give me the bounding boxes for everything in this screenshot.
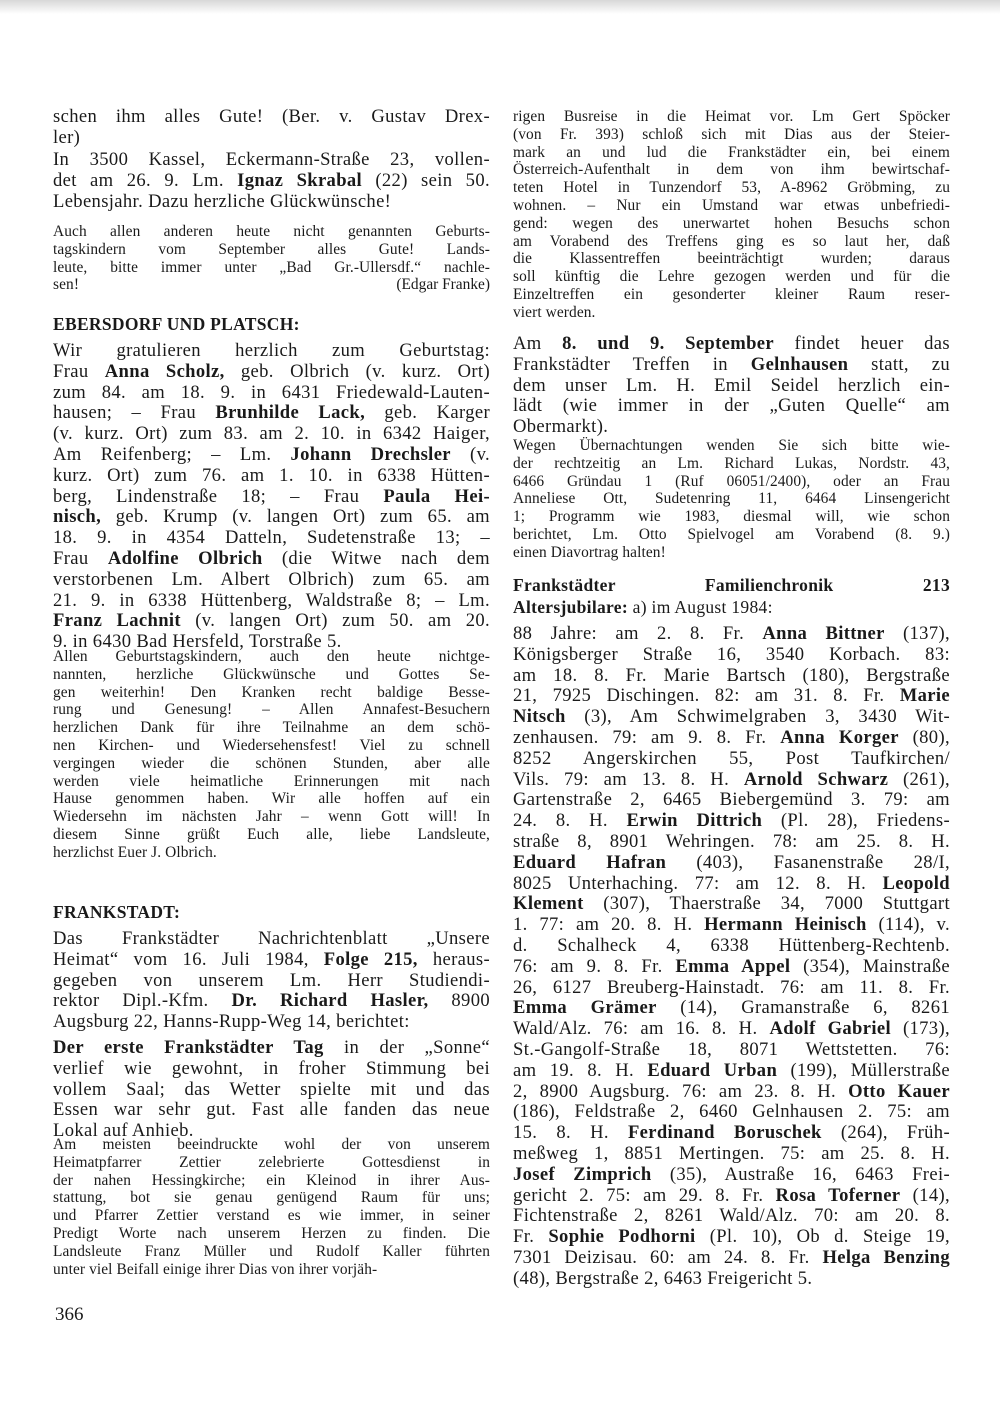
bold-name: Dr. Richard Hasler, [231,990,429,1012]
text-run: (3), Am Schwimelgraben 3, 3430 Wit- [565,706,950,728]
text-run: Wir gratulieren herzlich zum Geburtstag: [53,340,490,361]
text-line [53,192,490,213]
text-run: geb. Karger [365,402,490,424]
bold-name: 8. und 9. September [562,333,775,354]
text-run: zenhausen. 79: am 9. 8. Fr. [513,726,781,748]
text-run: gend: wegen des unerwartet hohen Besuchs schon [513,214,950,232]
text-line [513,624,950,645]
text-run: am Vorabend des Treffens ging es so laut her, daß [513,232,950,250]
bold-name: Helga Benzing [822,1246,951,1268]
text-run: 1; Programm wie 1983, diesmal will, wie schon [513,508,950,526]
bold-name: nisch, [53,506,102,528]
scan-edge [0,0,1000,14]
paragraph-franke [53,223,490,294]
text-run: Gartenstraße 2, 6465 Biebergemünd 3. 79: am [513,789,950,811]
paragraph-treffen [513,334,950,438]
text-run: Am meisten beeindruckte wohl der von unserem [53,1136,490,1153]
page-number: 366 [55,1304,84,1325]
text-line [53,1189,490,1207]
text-run: 6466 Gründau 1 (Ruf 06051/2400), oder an Frau [513,472,950,490]
text-line [513,998,950,1019]
text-run: Fichtenstraße 2, 8261 Wald/Alz. 70: am 20. 8. [513,1205,950,1227]
bold-name: Ignaz Skrabal [237,169,363,191]
heading-familienchronik [513,574,950,618]
text-line [53,648,490,666]
text-run: Predigt Worte nach unserem Herzen zu finden. Die [53,1224,490,1242]
text-run: 18. 9. in 4354 Datteln, Sudetenstraße 13; – [53,527,490,549]
signature-franke: (Edgar Franke) [396,276,490,294]
text-line [53,223,490,241]
text-line [53,1261,490,1279]
text-run: In 3500 Kassel, Eckermann-Straße 23, vollen- [53,149,490,170]
text-line [513,853,950,874]
text-run: zum 84. am 18. 9. in 6431 Friedewald-Lauten- [53,381,490,403]
text-run: der nahen Hessingkirche; ein Kleinod in ihrer Aus- [53,1171,490,1189]
text-line [513,574,950,596]
text-run: kurz. Ort) zum 76. am 1. 10. in 6338 Hütten- [53,464,490,486]
bold-name: Gelnhausen [750,353,849,375]
bold-name: Adolf Gabriel [769,1018,891,1040]
text-line [53,507,490,528]
text-run: der rechtzeitig an Lm. Richard Lukas, Nordstr. 43, [513,454,950,472]
text-line [53,790,490,808]
bold-name: Franz Lachnit [53,610,181,632]
text-line [53,737,490,755]
text-line [513,596,950,618]
text-line [513,437,950,455]
text-line [513,1102,950,1123]
text-run: Frau [53,547,108,569]
bold-name: Erwin Dittrich [626,810,763,832]
text-line [53,466,490,487]
text-run: Das Frankstädter Nachrichtenblatt „Unsere [53,928,490,949]
bold-name: Johann Drechsler [290,443,451,465]
text-run: (48), Bergstraße 2, 6463 Freigericht 5. [513,1267,813,1289]
text-line [53,971,490,992]
text-line [53,403,490,424]
text-run: 24. 8. H. [513,810,627,832]
text-run: (137), [884,623,950,644]
text-line [53,755,490,773]
text-line [513,286,950,304]
text-run: Obermarkt). [513,416,609,438]
heading-ebersdorf [53,313,490,335]
text-run: 8900 [428,990,490,1012]
paragraph-drexler [53,107,490,149]
text-run: herzlichst Euer J. Olbrich. [53,843,217,861]
text-line [53,1243,490,1261]
text-run: (199), Müllerstraße [777,1059,950,1081]
text-line [53,1080,490,1101]
text-run: a) im August 1984: [628,597,773,617]
text-run: (14), Gramanstraße 6, 8261 [656,997,950,1019]
text-run: rektor Dipl.-Kfm. [53,990,232,1012]
text-line [53,1136,490,1154]
text-run: EBERSDORF UND PLATSCH: [53,314,300,334]
text-run: verlief wie gewohnt, in froher Stimmung bei [53,1057,490,1079]
text-run: 8252 Angerskirchen 55, Post Taufkirchen/ [513,747,950,769]
text-line [53,719,490,737]
text-run: (Pl. 28), Friedens- [762,810,950,832]
text-run: mark an und lud die Frankstädter ein, bei einem [513,143,950,161]
text-run: 21, 7925 Dischingen. 82: am 31. 8. Fr. [513,685,900,707]
text-line [53,1207,490,1225]
text-line [513,749,950,770]
bold-name: Josef Zimprich [513,1163,652,1185]
text-run: ler) [53,126,81,148]
text-line [513,936,950,957]
text-line [53,684,490,702]
text-line [53,1012,490,1033]
text-line [513,915,950,936]
bold-name: Marie [899,685,950,707]
text-run: 21. 9. in 6338 Hüttenberg, Waldstraße 8; – Lm. [53,589,490,611]
text-run: Am Reifenberg; – Lm. [53,443,291,465]
text-run: einen Diavortrag halten! [513,543,666,561]
bold-name: Eduard Urban [647,1059,778,1081]
text-line [513,355,950,376]
text-line [53,1154,490,1172]
text-run: und Pfarrer Zettier verstand es wie immer, in seiner [53,1207,490,1225]
text-run: diesem Sinne grüßt Euch alle, liebe Landsleute, [53,825,490,843]
text-run: Landsleute Franz Müller und Rudolf Kaller führten [53,1242,490,1260]
text-run: werden viele heimatliche Erinnerungen mit nach [53,772,490,790]
text-line [513,161,950,179]
text-run: tagskindern vom September alles Gute! Lands- [53,240,490,258]
text-run: 15. 8. H. [513,1122,628,1144]
text-run: findet heuer das [774,333,950,354]
text-line [513,126,950,144]
text-line [513,1269,950,1290]
text-run: (22) sein 50. [362,169,490,191]
bold-name: Nitsch [513,706,566,728]
text-run: 8025 Unterhaching. 77: am 12. 8. H. [513,872,883,894]
text-line [513,179,950,197]
bold-name: Adolfine Olbrich [107,547,263,569]
text-run: dem unser Lm. H. Emil Seidel herzlich ein- [513,374,950,396]
text-run: (307), Thaerstraße 34, 7000 Stuttgart [583,893,950,915]
bold-name: Rosa Toferner [775,1184,901,1206]
text-run: statt, zu [848,353,950,375]
text-line [53,383,490,404]
text-run: leute, bitte immer unter „Bad Gr.-Ullersdf.“ nachle- [53,258,490,276]
text-line [513,334,950,355]
text-line [53,1100,490,1121]
text-run: (v. kurz. Ort) zum 83. am 2. 10. in 6342 Haiger, [53,423,490,445]
text-line [513,1082,950,1103]
text-line [513,1040,950,1061]
text-run: nen Kirchen- und Wiedersehensfest! Viel zu schnell [53,736,490,754]
text-run: (186), Feldstraße 2, 6460 Gelnhausen 2. 75: am [513,1101,950,1123]
text-line [53,1059,490,1080]
text-run: Allen Geburtstagskindern, auch den heute nichtge- [53,648,490,665]
text-run: meßweg 1, 8851 Mertingen. 75: am 25. 8. H. [513,1142,950,1164]
text-run: berichtet, Lm. Otto Spielvogel am Vorabend (8. 9.) [513,525,950,543]
paragraph-gottesdienst [53,1136,490,1278]
text-run: in der „Sonne“ [323,1037,490,1058]
text-line [513,233,950,251]
text-line [513,1186,950,1207]
text-run: Augsburg 22, Hanns-Rupp-Weg 14, berichtet: [53,1011,410,1033]
text-line [513,686,950,707]
text-run: schen ihm alles Gute! (Ber. v. Gustav Drex- [53,106,490,127]
text-line [513,874,950,895]
text-run: vergingen wieder die schönen Stunden, aber alle [53,754,490,772]
text-run: berg, Lindenstraße 18; – Frau [53,485,384,507]
text-line [513,832,950,853]
text-run: (80), [898,726,950,748]
text-line [53,570,490,591]
paragraph-nachrichtenblatt [53,929,490,1033]
bold-name: Paula Hei- [383,485,490,507]
paragraph-busreise [513,108,950,322]
text-run: straße 8, 8901 Wehringen. 78: am 25. 8. H. [513,830,950,852]
text-run: FRANKSTADT: [53,902,181,922]
text-run: Frankstädter Treffen in [513,353,751,375]
text-line [53,528,490,549]
text-run: (354), Mainstraße [790,955,951,977]
heading-frankstadt [53,901,490,923]
text-run: Altersjubilare: [513,597,628,617]
text-run: (v. [450,443,491,465]
text-line [513,473,950,491]
text-run: Heimat“ vom 16. Juli 1984, [53,948,324,970]
bold-name: Brunhilde Lack, [215,402,366,424]
text-run: Frankstädter Familienchronik 213 [513,575,950,595]
text-line [513,197,950,215]
text-line [53,991,490,1012]
text-run: unter viel Beifall einige ihrer Dias von ihrer vorjäh- [53,1260,378,1278]
text-line [53,241,490,259]
text-run: stattung, bot sie genau genügend Raum für uns; [53,1189,490,1207]
text-line [513,508,950,526]
text-line [53,950,490,971]
bold-name: Hermann Heinisch [704,914,867,936]
paragraph-altersjubilare [513,624,950,1290]
bold-name: Arnold Schwarz [743,768,889,790]
bold-name: Sophie Podhorni [548,1226,696,1248]
text-line [53,844,490,862]
text-line [513,215,950,233]
text-line [53,929,490,950]
text-line [513,544,950,562]
bold-name: Folge 215, [323,948,418,970]
text-run: (v. langen Ort) zum 50. am 20. [180,610,490,632]
text-run: (173), [890,1018,950,1040]
bold-name: Emma Grämer [513,997,657,1019]
text-line [513,526,950,544]
bold-name: Anna Bittner [762,623,885,644]
text-line [513,728,950,749]
text-line [53,487,490,508]
text-line [513,396,950,417]
text-run: (114), v. [866,914,950,936]
text-line [513,1123,950,1144]
bold-name: Leopold [882,872,950,894]
text-run: heraus- [417,948,490,970]
text-line [513,666,950,687]
bold-name: Anna Scholz, [104,360,225,382]
text-line [513,1248,950,1269]
text-run: die Klassentreffen beeinträchtigt wurden; daraus [513,250,950,268]
paragraph-frankstaedter-tag [53,1038,490,1142]
bold-name: Anna Korger [780,726,899,748]
text-line [513,417,950,438]
text-run: Am [513,333,563,354]
text-run: soll künftig die Lehre gezogen werden und für die [513,268,950,286]
text-run: 26, 6127 Breuberg-Hainstadt. 76: am 11. 8. Fr. [513,976,950,998]
text-run: (264), Früh- [821,1122,950,1144]
text-line [53,1172,490,1190]
paragraph-olbrich [53,648,490,862]
text-run: Wiedersehn im nächsten Jahr – wenn Gott will! In [53,808,490,826]
text-line [513,1165,950,1186]
text-line [513,645,950,666]
text-run: 1. 77: am 20. 8. H. [513,914,705,936]
text-line [53,362,490,383]
text-run: viert werden. [513,303,596,321]
paragraph-uebernachtungen [513,437,950,562]
text-line [53,107,490,128]
text-line [513,978,950,999]
text-run: gericht 2. 75: am 29. 8. Fr. [513,1184,776,1206]
text-run: 7301 Deizisau. 60: am 24. 8. Fr. [513,1246,823,1268]
bold-name: Klement [513,893,584,915]
bold-name: Emma Appel [675,955,791,977]
text-run: am 18. 8. Fr. Marie Bartsch (180), Bergstraße [513,664,950,686]
text-line [513,1227,950,1248]
text-line [513,1206,950,1227]
text-run: Lebensjahr. Dazu herzliche Glückwünsche! [53,190,392,212]
text-line [513,707,950,728]
text-line [53,808,490,826]
text-line [53,128,490,149]
text-run: det am 26. 9. Lm. [53,169,238,191]
text-run: Frau [53,360,105,382]
text-run: Anneliese Ott, Sudetenring 11, 6464 Linsengericht [513,490,950,508]
text-run: Essen war sehr gut. Fast alle fanden das neue [53,1099,490,1121]
text-line [53,1038,490,1059]
text-line [513,304,950,322]
text-run: 76: am 9. 8. Fr. [513,955,676,977]
text-run: Vils. 79: am 13. 8. H. [513,768,744,790]
text-run: Wegen Übernachtungen wenden Sie sich bitte wie- [513,437,950,454]
paragraph-skrabal [53,150,490,212]
text-run: (von Fr. 393) schloß sich mit Dias aus der Steier- [513,125,950,143]
text-line [53,445,490,466]
text-run: Einzeltreffen ein gesonderter kleiner Raum reser- [513,285,950,303]
text-run: gen weiterhin! Den Kranken recht baldige Besse- [53,683,490,701]
text-line [53,773,490,791]
text-run: wohnen. – Nur ein Umstand war etwas unbefriedi- [513,196,950,214]
text-line [53,591,490,612]
text-line [53,666,490,684]
text-line [513,455,950,473]
text-run: nannten, herzliche Glückwünsche und Gottes Se- [53,665,490,683]
text-run: (403), Fasanenstraße 28/I, [666,851,950,873]
text-line [53,424,490,445]
text-run: teten Hotel in Tunzendorf 53, A-8962 Gröbming, zu [513,179,950,197]
text-run: Hause genommen haben. Wir alle hoffen auf ein [53,790,490,808]
text-run: St.-Gangolf-Straße 18, 8071 Wettstetten. 76: [513,1038,950,1060]
text-run: rigen Busreise in die Heimat vor. Lm Gert Spöcker [513,108,950,125]
text-run: Wald/Alz. 76: am 16. 8. H. [513,1018,770,1040]
paragraph-ebersdorf-birthdays [53,341,490,653]
text-run: Österreich-Aufenthalt in dem von ihm bewirtschaf- [513,161,950,179]
bold-name: Otto Kauer [848,1080,950,1102]
text-line [53,1225,490,1243]
text-line [53,826,490,844]
text-run: geb. Krump (v. langen Ort) zum 65. am [101,506,490,528]
text-line [53,341,490,362]
text-run: (14), [900,1184,951,1206]
text-line [53,171,490,192]
text-line [513,790,950,811]
text-run: Lokal auf Anhieb. [53,1120,194,1142]
text-line [53,150,490,171]
text-line [513,957,950,978]
text-run: vollem Saal; das Wetter spielte mit und das [53,1078,490,1100]
text-run: sen! [53,276,80,294]
text-line [513,268,950,286]
text-run: herzlichen Dank für ihre Teilnahme an dem schö- [53,719,490,737]
text-run: 9. in 6430 Bad Hersfeld, Torstraße 5. [53,631,342,653]
text-run: gegeben von unserem Lm. Herr Studiendi- [53,969,490,991]
bold-name: Der erste Frankstädter Tag [53,1037,324,1058]
text-line [513,770,950,791]
text-run: d. Schalheck 4, 6338 Hüttenberg-Rechtenb. [513,934,950,956]
text-run: rung und Genesung! – Allen Annafest-Besuchern [53,701,490,719]
text-line [53,259,490,277]
text-run: geb. Olbrich (v. kurz. Ort) [224,360,490,382]
text-run: Fr. [513,1226,549,1248]
text-run: (261), [888,768,950,790]
text-line [513,894,950,915]
text-run: Auch allen anderen heute nicht genannten Geburts- [53,223,490,240]
text-run: (Pl. 10), Ob d. Steige 19, [695,1226,950,1248]
text-run: hausen; – Frau [53,402,216,424]
text-line [513,1144,950,1165]
bold-name: Eduard Hafran [513,851,667,873]
text-line [513,144,950,162]
text-line [53,901,490,923]
text-line [513,108,950,126]
text-line [513,490,950,508]
text-run: am 19. 8. H. [513,1059,648,1081]
text-line [53,701,490,719]
text-line [513,1061,950,1082]
text-line [53,313,490,335]
text-line [53,611,490,632]
text-run: Heimatpfarrer Zettier zelebrierte Gottesdienst in [53,1153,490,1171]
text-line [53,549,490,570]
text-run: verstorbenen Lm. Albert Olbrich) zum 65. am [53,568,490,590]
bold-name: Ferdinand Boruschek [627,1122,822,1144]
text-line [513,1019,950,1040]
text-run: (35), Austraße 16, 6463 Frei- [651,1163,950,1185]
text-line [513,250,950,268]
text-run: 88 Jahre: am 2. 8. Fr. [513,623,763,644]
text-run: (die Witwe nach dem [262,547,490,569]
text-line [513,376,950,397]
text-run: lädt (wie immer in der „Guten Quelle“ am [513,395,950,417]
text-run: 2, 8900 Augsburg. 76: am 23. 8. H. [513,1080,849,1102]
text-run: Königsberger Straße 16, 3540 Korbach. 83: [513,643,950,665]
text-line [513,811,950,832]
